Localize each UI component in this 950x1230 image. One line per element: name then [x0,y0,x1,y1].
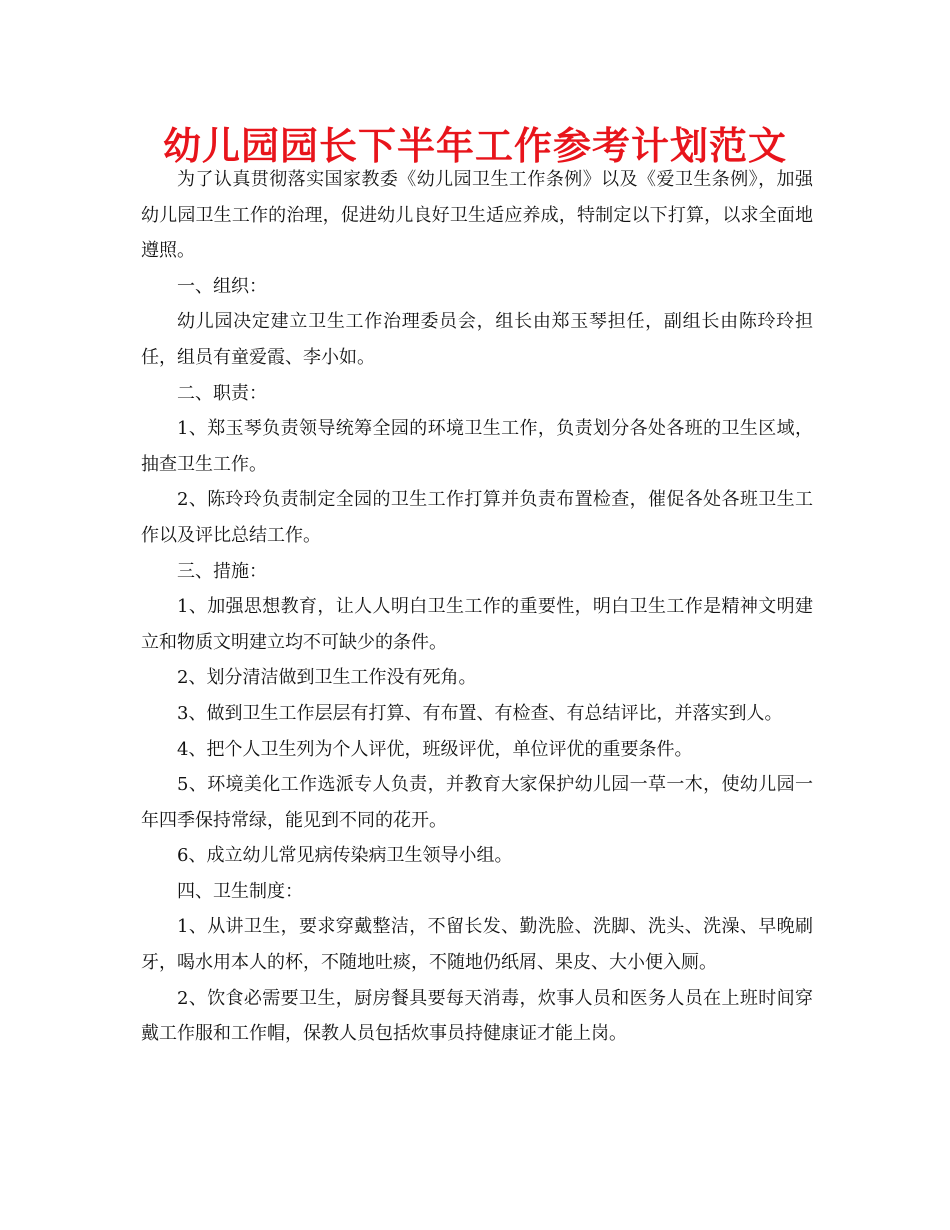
paragraph-measure-4: 4、把个人卫生列为个人评优，班级评优，单位评优的重要条件。 [177,738,693,760]
paragraph-measure-5: 5、环境美化工作选派专人负责，并教育大家保护幼儿园一草一木，使幼儿园一年四季保持常绿，能见到不同的花开。 [141,774,813,831]
heading-measures: 三、措施： [177,560,267,582]
paragraph-intro: 为了认真贯彻落实国家教委《幼儿园卫生工作条例》以及《爱卫生条例》，加强幼儿园卫生工作的治理，促进幼儿良好卫生适应养成，特制定以下打算，以求全面地遵照。 [141,169,813,262]
heading-duties: 二、职责： [177,382,267,404]
paragraph-measure-2: 2、划分清洁做到卫生工作没有死角。 [177,667,477,689]
paragraph-organization: 幼儿园决定建立卫生工作治理委员会，组长由郑玉琴担任，副组长由陈玲玲担任，组员有童爱霞、李小如。 [141,311,813,368]
paragraph-rule-1: 1、从讲卫生，要求穿戴整洁，不留长发、勤洗脸、洗脚、洗头、洗澡、早晚刷牙，喝水用本人的杯，不随地吐痰，不随地仍纸屑、果皮、大小便入厕。 [141,916,813,974]
paragraph-measure-3: 3、做到卫生工作层层有打算、有布置、有检查、有总结评比，并落实到人。 [177,702,783,724]
paragraph-duty-2: 2、陈玲玲负责制定全园的卫生工作打算并负责布置检查，催促各处各班卫生工作以及评比总结工作。 [141,489,813,546]
paragraph-measure-1: 1、加强思想教育，让人人明白卫生工作的重要性，明白卫生工作是精神文明建立和物质文明建立均不可缺少的条件。 [141,596,813,653]
document-body [141,162,813,1052]
paragraph-rule-2: 2、饮食必需要卫生，厨房餐具要每天消毒，炊事人员和医务人员在上班时间穿戴工作服和工作帽，保教人员包括炊事员持健康证才能上岗。 [141,987,813,1045]
paragraph-measure-6: 6、成立幼儿常见病传染病卫生领导小组。 [177,845,513,867]
heading-organization: 一、组织： [177,275,267,297]
paragraph-duty-1: 1、郑玉琴负责领导统筹全园的环境卫生工作，负责划分各处各班的卫生区域，抽查卫生工作。 [141,418,813,475]
heading-hygiene-rules: 四、卫生制度： [177,880,303,902]
document-title: 幼儿园园长下半年工作参考计划范文 [162,123,787,168]
